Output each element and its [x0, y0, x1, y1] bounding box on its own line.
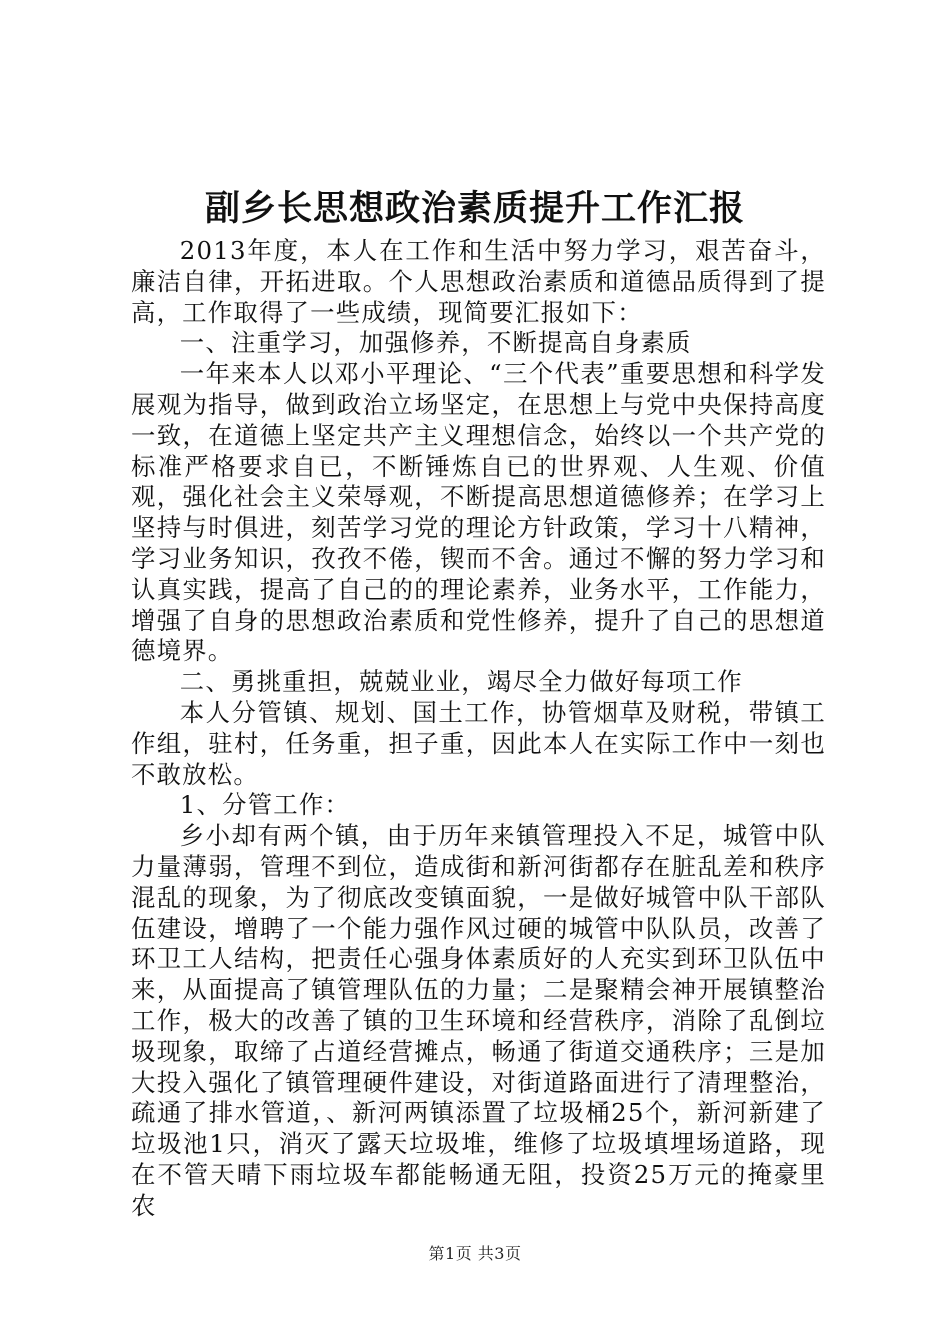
subsection-1-paragraph: 乡小却有两个镇，由于历年来镇管理投入不足，城管中队力量薄弱，管理不到位，造成街和新河街都存在脏乱差和秩序混乱的现象，为了彻底改变镇面貌，一是做好城管中队干部队伍建设，增聘了一个能力强作风过硬的城管中队队员，改善了环卫工人结构，把责任心强身体素质好的人充实到环卫队伍中来，从面提高了镇管理队伍的力量；二是聚精会神开展镇整治工作，极大的改善了镇的卫生环境和经营秩序，消除了乱倒垃圾现象，取缔了占道经营摊点，畅通了街道交通秩序；三是加大投入强化了镇管理硬件建设，对街道路面进行了清理整治，疏通了排水管道，、新河两镇添置了垃圾桶25个，新河新建了垃圾池1只，消灭了露天垃圾堆，维修了垃圾填埋场道路，现在不管天晴下雨垃圾车都能畅通无阻，投资25万元的掩豪里农	[131, 821, 826, 1220]
document-title: 副乡长思想政治素质提升工作汇报	[204, 188, 745, 229]
document-body	[131, 236, 826, 1222]
section-2-paragraph: 本人分管镇、规划、国土工作，协管烟草及财税，带镇工作组，驻村，任务重，担子重，因此本人在实际工作中一刻也不敢放松。	[131, 697, 826, 789]
page-footer: 第1页 共3页	[428, 1244, 522, 1263]
section-1-paragraph: 一年来本人以邓小平理论、“三个代表”重要思想和科学发展观为指导，做到政治立场坚定，在思想上与党中央保持高度一致，在道德上坚定共产主义理想信念，始终以一个共产党的标准严格要求自已，不断锤炼自已的世界观、人生观、价值观，强化社会主义荣辱观，不断提高思想道德修养；在学习上坚持与时俱进，刻苦学习党的理论方针政策，学习十八精神，学习业务知识，孜孜不倦，锲而不舍。通过不懈的努力学习和认真实践，提高了自己的的理论素养，业务水平，工作能力，增强了自身的思想政治素质和党性修养，提升了自己的思想道德境界。	[131, 359, 826, 666]
subsection-heading-1: 1、分管工作：	[179, 790, 351, 820]
intro-paragraph: 2013年度，本人在工作和生活中努力学习，艰苦奋斗，廉洁自律，开拓进取。个人思想政治素质和道德品质得到了提高，工作取得了一些成绩，现简要汇报如下：	[131, 236, 826, 327]
section-heading-1: 一、注重学习，加强修养，不断提高自身素质	[179, 328, 692, 358]
section-heading-2: 二、勇挑重担，兢兢业业，竭尽全力做好每项工作	[179, 667, 743, 697]
